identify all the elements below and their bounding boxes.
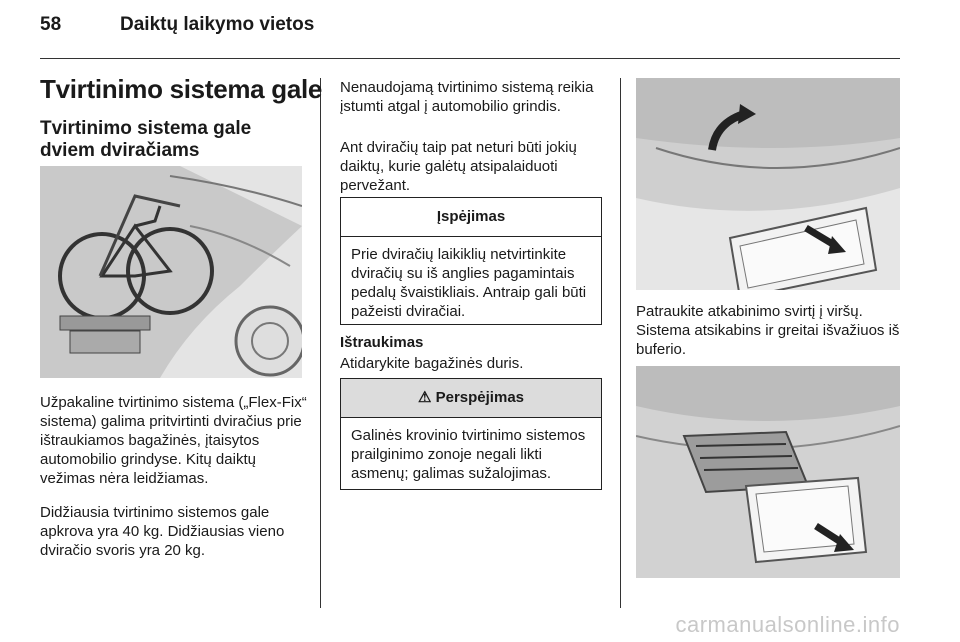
- loose-items-paragraph: Ant dviračių taip pat neturi būti jokių daiktų, kurie galėtų atsipalaiduoti pervežant.: [340, 139, 577, 194]
- caution-text: Prie dviračių laikiklių netvirtinkite dviračių su iš anglies pagamintais pedalų švaistikliais. Antraip gali būti pažeisti dviračiai.: [351, 246, 587, 320]
- bike-carrier-illustration: [40, 166, 302, 378]
- release-caption: Patraukite atkabinimo svirtį į viršų. Sistema atsikabins ir greitai išvažiuos iš buferio.: [636, 303, 900, 358]
- warning-triangle-icon: ⚠: [417, 389, 432, 406]
- page-number: 58: [40, 14, 62, 35]
- header-divider: [40, 58, 900, 59]
- chapter-title: Daiktų laikymo vietos: [120, 14, 315, 35]
- extraction-instruction: Atidarykite bagažinės duris.: [340, 355, 524, 372]
- caution-title: Įspėjimas: [341, 198, 601, 237]
- warning-header: [341, 379, 601, 418]
- load-limit-paragraph: Didžiausia tvirtinimo sistemos gale apkrova yra 40 kg. Didžiausias vieno dviračio svoris yra 20 kg.: [40, 504, 285, 559]
- storage-paragraph: Nenaudojamą tvirtinimo sistemą reikia įstumti atgal į automobilio grindis.: [340, 79, 594, 115]
- watermark: carmanualsonline.info: [675, 612, 900, 637]
- column-divider-2: [620, 78, 621, 608]
- warning-box: [340, 378, 602, 490]
- caution-box: [340, 197, 602, 325]
- subsection-title: Tvirtinimo sistema gale dviem dviračiams: [40, 118, 252, 161]
- warning-title: Perspėjimas: [435, 389, 524, 406]
- warning-text: Galinės krovinio tvirtinimo sistemos prailginimo zonoje negali likti asmenų; galimas sužalojimas.: [351, 427, 586, 482]
- section-title: Tvirtinimo sistema gale: [40, 74, 323, 104]
- extraction-heading: Ištraukimas: [340, 334, 424, 351]
- extended-carrier-illustration: [636, 366, 900, 578]
- release-lever-illustration: [636, 78, 900, 290]
- intro-paragraph: Užpakaline tvirtinimo sistema („Flex-Fix“ sistema) galima pritvirtinti dviračius prie ištraukiamos bagažinės, įtaisytos automobilio grindyse. Kitų daiktų vežimas nėra leidžiamas.: [40, 394, 307, 487]
- column-divider-1: [320, 78, 321, 608]
